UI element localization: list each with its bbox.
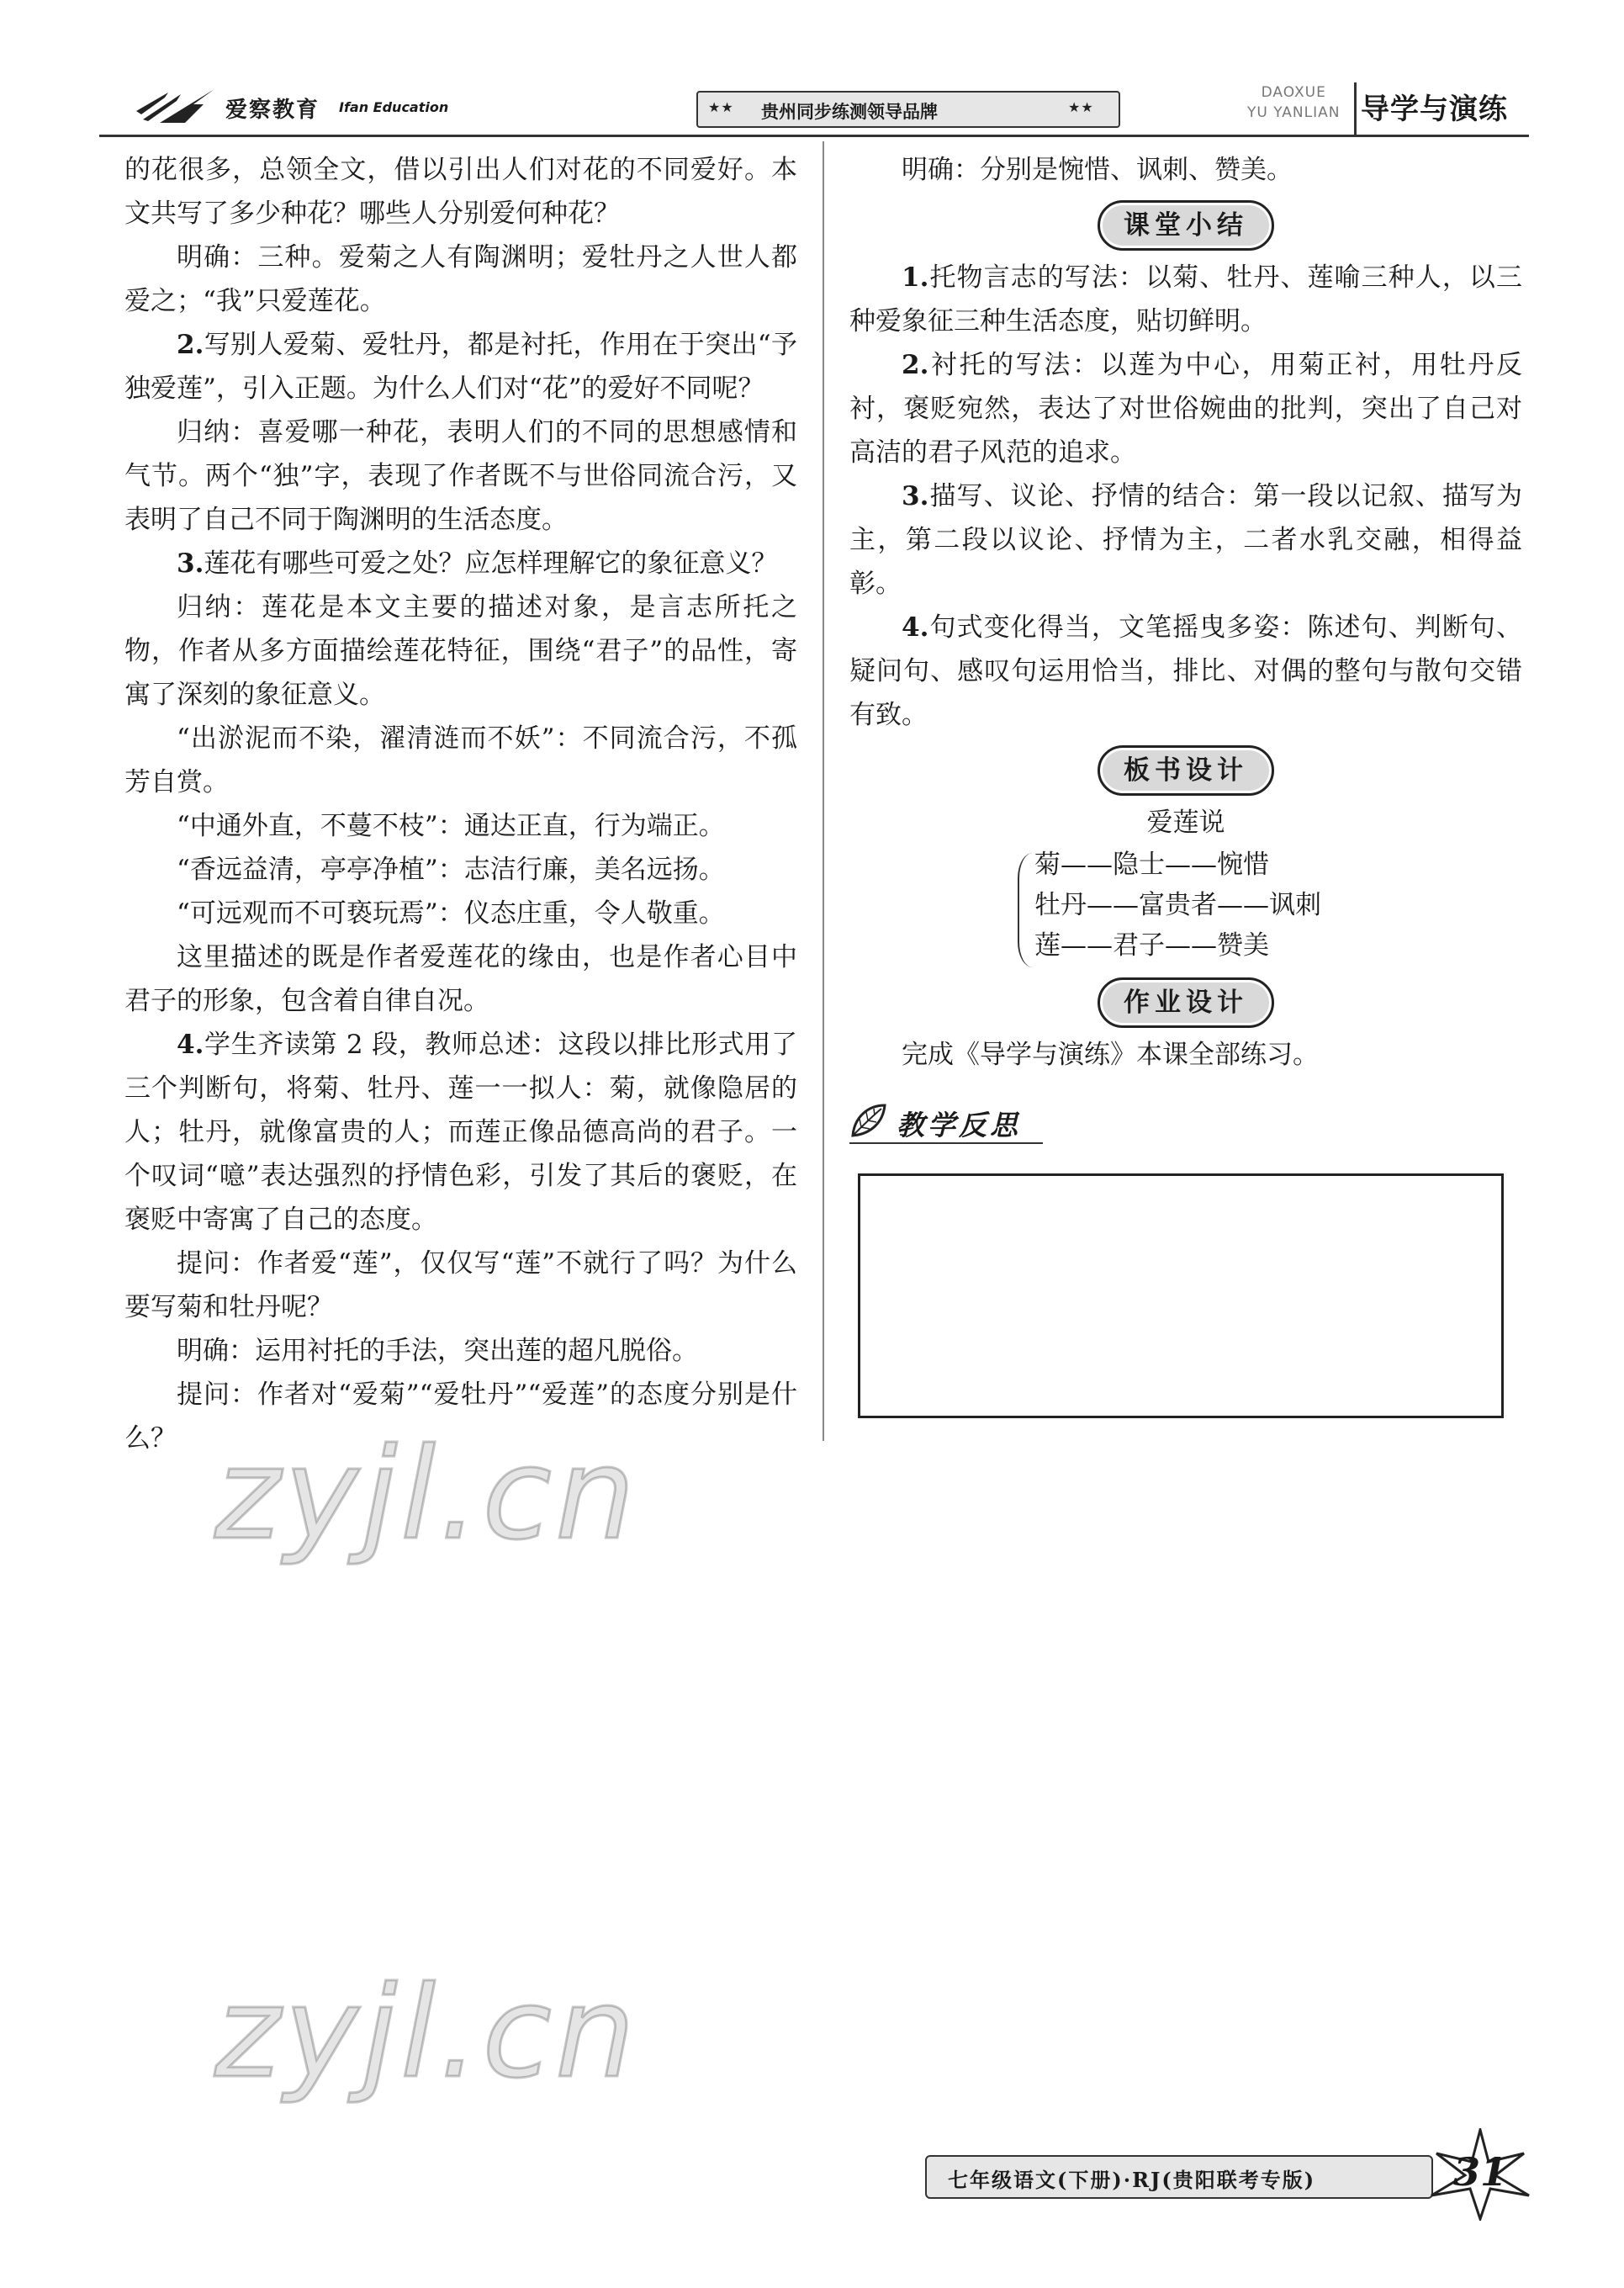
board-badge: 板书设计 [1098, 745, 1274, 796]
slogan-text: 贵州同步练测领导品牌 [761, 102, 938, 122]
paragraph: 明确：三种。爱菊之人有陶渊明；爱牡丹之人世人都爱之；“我”只爱莲花。 [124, 242, 797, 316]
page-number: 31 [1452, 2149, 1507, 2195]
paragraph: 归纳：喜爱哪一种花，表明人们的不同的思想感情和气节。两个“独”字，表现了作者既不与世俗同流合污，又表明了自己不同于陶渊明的生活态度。 [124, 417, 797, 535]
series-title: 导学与演练 [1361, 93, 1508, 126]
reflection-underline [849, 1142, 1043, 1144]
paragraph: 这里描述的既是作者爱莲花的缘由，也是作者心目中君子的形象，包含着自律自况。 [124, 942, 797, 1016]
stars-right-icon: ★★ [1068, 99, 1094, 115]
section-heading-homework [849, 977, 1522, 1026]
brand-name-english: Ifan Education [339, 99, 449, 115]
brand-logo-icon [135, 86, 219, 126]
page-header [99, 81, 1529, 140]
paragraph: 3.莲花有哪些可爱之处？应怎样理解它的象征意义？ [177, 548, 778, 579]
summary-item: 1.托物言志的写法：以菊、牡丹、莲喻三种人，以三种爱象征三种生活态度，贴切鲜明。 [849, 262, 1522, 336]
stars-left-icon: ★★ [708, 99, 734, 115]
paragraph: “中通外直，不蔓不枝”：通达正直，行为端正。 [177, 811, 725, 841]
slogan-banner [696, 91, 1120, 128]
board-title: 爱莲说 [1146, 808, 1225, 838]
reflection-title: 教学反思 [897, 1109, 1021, 1141]
board-row: 牡丹——富贵者——讽刺 [1034, 890, 1321, 920]
header-vertical-divider [1354, 82, 1357, 135]
paragraph: 明确：分别是惋惜、讽刺、赞美。 [902, 155, 1293, 185]
watermark: zyjl.cn [214, 1960, 639, 2106]
paragraph: 完成《导学与演练》本课全部练习。 [902, 1040, 1319, 1070]
watermark: zyjl.cn [214, 1422, 639, 1568]
summary-item: 4.句式变化得当，文笔摇曳多姿：陈述句、判断句、疑问句、感叹句运用恰当，排比、对偶的整句与散句交错有致。 [849, 612, 1522, 730]
paragraph: 的花很多，总领全文，借以引出人们对花的不同爱好。本文共写了多少种花？哪些人分别爱何种花？ [124, 155, 797, 229]
right-column [849, 148, 1522, 1077]
brace-icon [1018, 853, 1034, 967]
series-title-english: DAOXUE YU YANLIAN [1247, 84, 1341, 121]
board-design [849, 801, 1522, 969]
paragraph: 2.写别人爱菊、爱牡丹，都是衬托，作用在于突出“予独爱莲”，引入正题。为什么人们对“花”的爱好不同呢？ [124, 330, 797, 404]
paragraph: “香远益清，亭亭净植”：志洁行廉，美名远扬。 [177, 855, 725, 885]
paragraph: 提问：作者对“爱菊”“爱牡丹”“爱莲”的态度分别是什么？ [124, 1380, 797, 1454]
board-row: 菊——隐士——惋惜 [1034, 850, 1269, 880]
paragraph: 提问：作者爱“莲”，仅仅写“莲”不就行了吗？为什么要写菊和牡丹呢？ [124, 1248, 797, 1322]
board-row: 莲——君子——赞美 [1034, 930, 1269, 961]
brand-name: 爱察教育 [225, 98, 320, 123]
paragraph: 明确：运用衬托的手法，突出莲的超凡脱俗。 [177, 1336, 698, 1366]
paragraph: 归纳：莲花是本文主要的描述对象，是言志所托之物，作者从多方面描绘莲花特征，围绕“君子”的品性，寄寓了深刻的象征意义。 [124, 592, 797, 710]
homework-badge: 作业设计 [1098, 977, 1274, 1028]
reflection-writing-box[interactable] [858, 1173, 1504, 1418]
summary-item: 2.衬托的写法：以莲为中心，用菊正衬，用牡丹反衬，褒贬宛然，表达了对世俗婉曲的批判，突出了自己对高洁的君子风范的追求。 [849, 350, 1522, 468]
paragraph: “可远观而不可亵玩焉”：仪态庄重，令人敬重。 [177, 898, 725, 929]
summary-badge: 课堂小结 [1098, 200, 1274, 251]
paragraph: “出淤泥而不染，濯清涟而不妖”：不同流合污，不孤芳自赏。 [124, 723, 797, 797]
column-divider [823, 141, 824, 1441]
section-heading-board [849, 745, 1522, 794]
leaf-icon [849, 1102, 888, 1139]
header-divider [99, 135, 1529, 137]
footer-book-label [925, 2155, 1433, 2199]
summary-item: 3.描写、议论、抒情的结合：第一段以记叙、描写为主，第二段以议论、抒情为主，二者水乳交融，相得益彰。 [849, 481, 1522, 599]
paragraph: 4.学生齐读第 2 段，教师总述：这段以排比形式用了三个判断句，将菊、牡丹、莲一一拟人：菊，就像隐居的人；牡丹，就像富贵的人；而莲正像品德高尚的君子。一个叹词“噫”表达强烈的抒情色彩，引发了其后的褒贬，在褒贬中寄寓了自己的态度。 [124, 1030, 797, 1235]
book-title: 七年级语文(下册)·RJ(贵阳联考专版) [948, 2168, 1316, 2192]
left-column [124, 148, 797, 1460]
section-heading-summary [849, 200, 1522, 249]
